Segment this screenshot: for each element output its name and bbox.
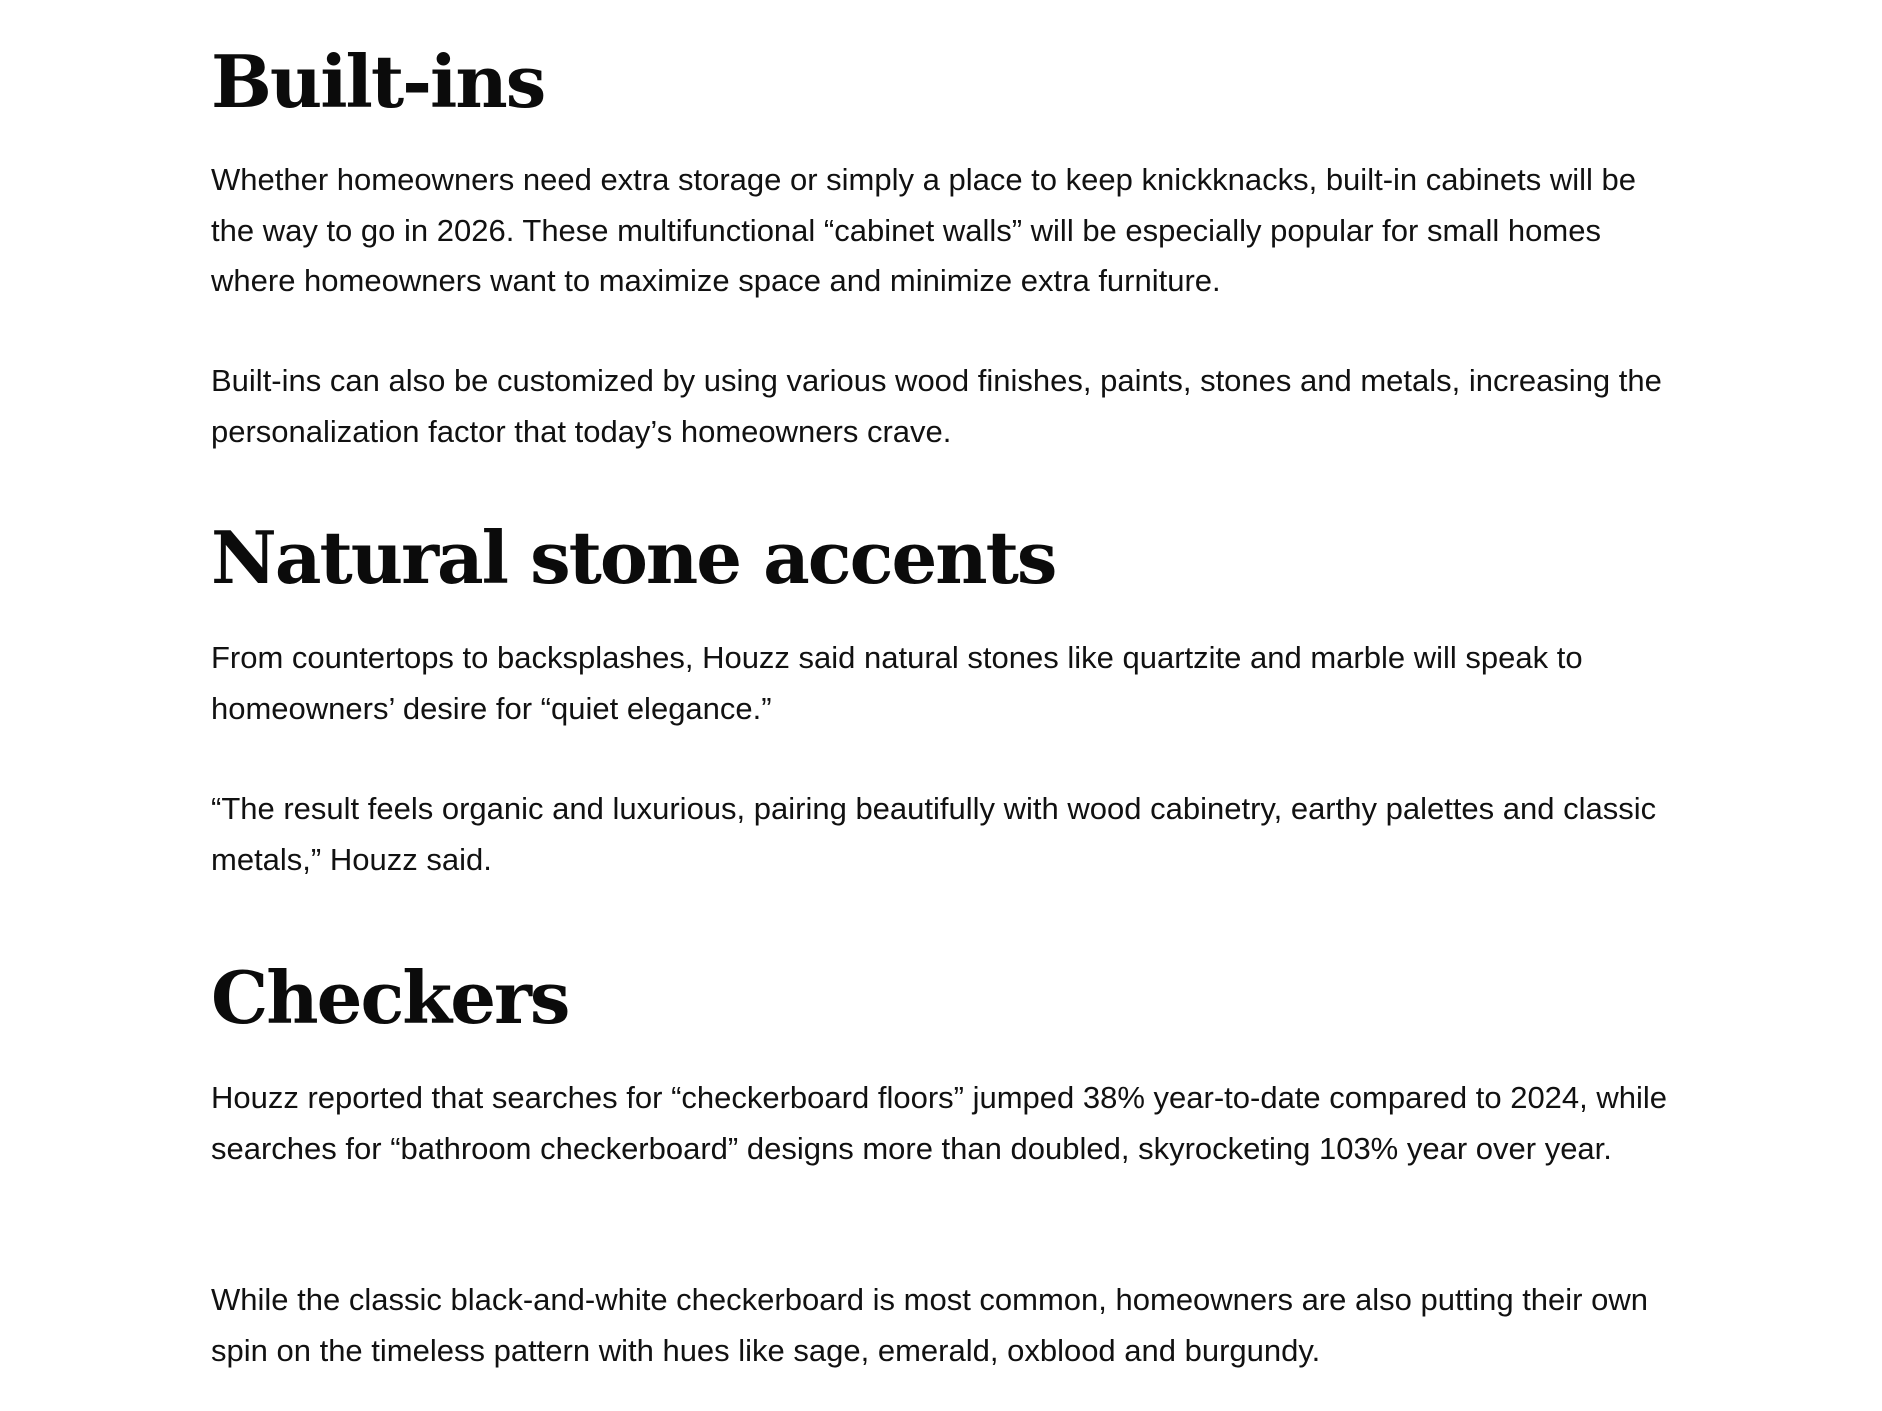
paragraph: “The result feels organic and luxurious, pairing beautifully with wood cabinetry, earthy palettes and classic metals,” Houzz said. bbox=[211, 791, 1657, 877]
paragraph: While the classic black-and-white checkerboard is most common, homeowners are also putting their own spin on the timeless pattern with hues like sage, emerald, oxblood and burgundy. bbox=[211, 1282, 1648, 1368]
section-heading-checkers: Checkers bbox=[211, 955, 569, 1040]
paragraph: Houzz reported that searches for “checkerboard floors” jumped 38% year-to-date compared to 2024, while searches for “bathroom checkerboard” designs more than doubled, skyrocketing 103% year over year. bbox=[211, 1080, 1668, 1166]
paragraph: Built-ins can also be customized by using various wood finishes, paints, stones and metals, increasing the personalization factor that today’s homeowners crave. bbox=[211, 363, 1662, 449]
paragraph: From countertops to backsplashes, Houzz said natural stones like quartzite and marble will speak to homeowners’ desire for “quiet elegance.” bbox=[211, 640, 1583, 726]
section-heading-natural-stone-accents: Natural stone accents bbox=[211, 515, 1056, 600]
section-heading-built-ins: Built-ins bbox=[211, 39, 545, 124]
paragraph: Whether homeowners need extra storage or simply a place to keep knickknacks, built-in cabinets will be the way to go in 2026. These multifunctional “cabinet walls” will be especially popular for small homes where homeowners want to maximize space and minimize extra furniture. bbox=[211, 162, 1636, 299]
